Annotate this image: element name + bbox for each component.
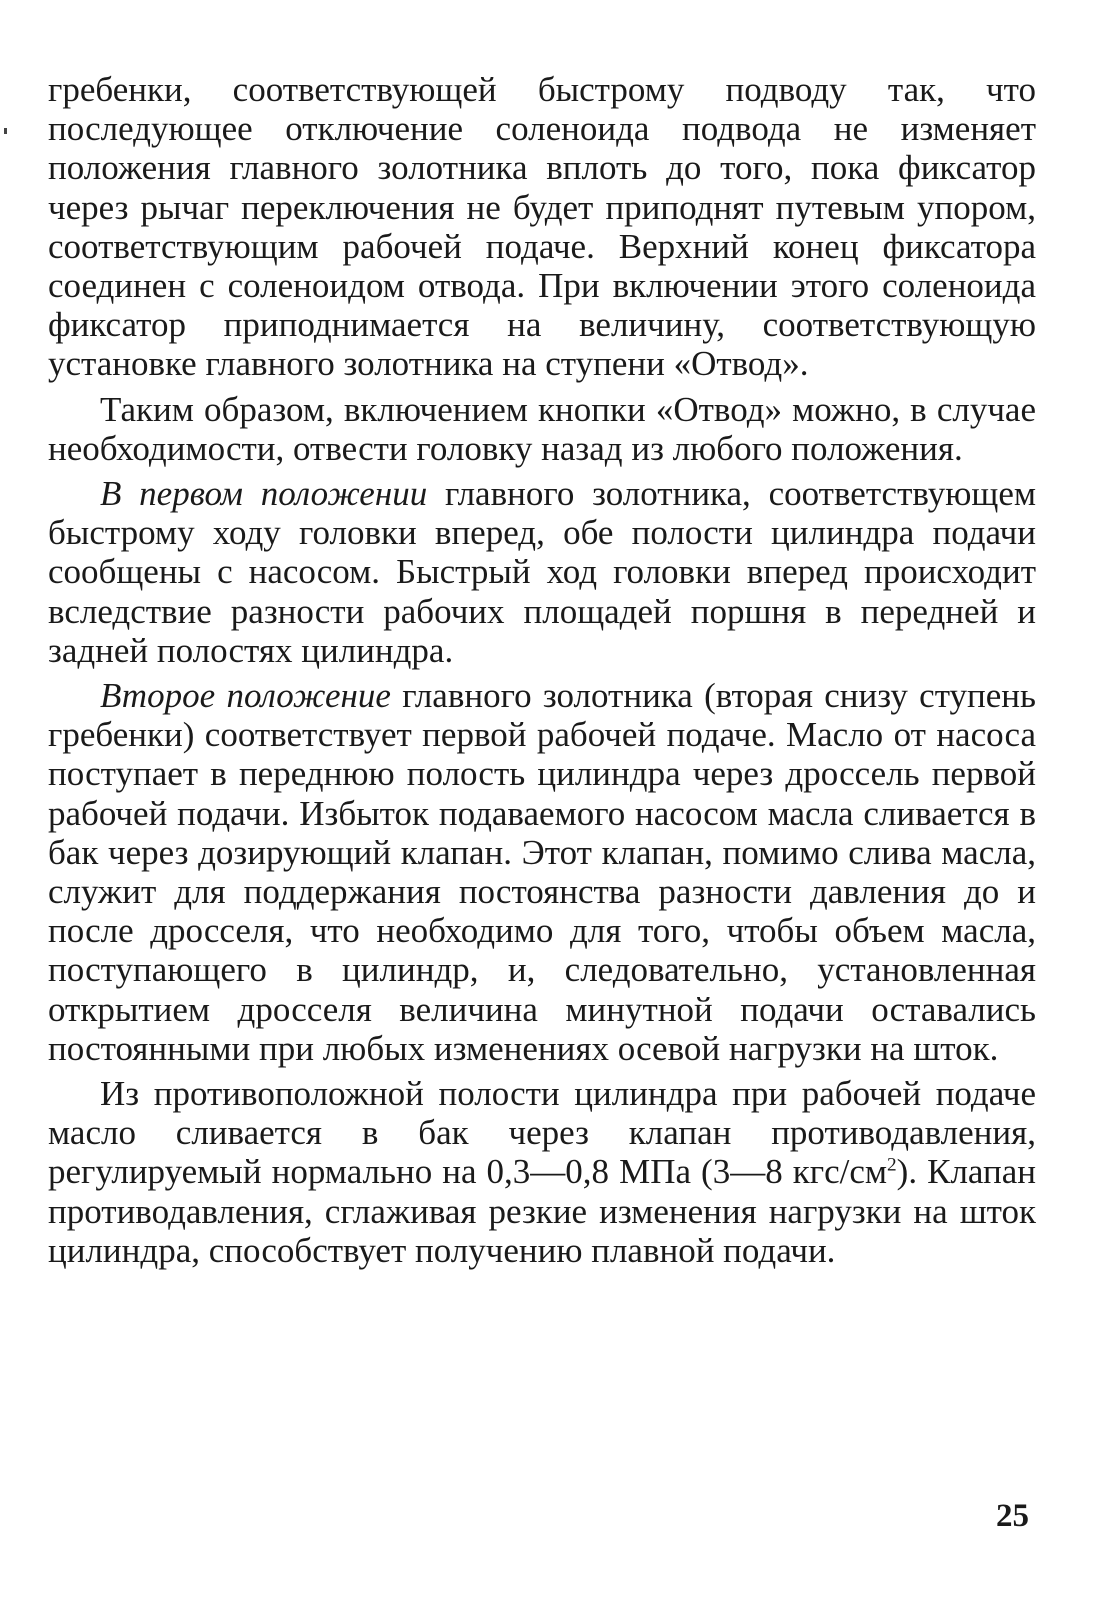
- paragraph-4-text: главного золотника (вторая снизу ступень гребенки) соответствует первой рабочей подаче. Масло от насоса поступает в переднюю полость цилиндра через дроссель первой рабочей подачи. Избыток подаваемого насосом масла сливается в бак через дозирующий клапан. Этот клапан, помимо слива масла, служит для поддержания постоянства разности давления до и после дросселя, что необходимо для того, чтобы объем масла, поступающего в цилиндр, и, следовательно, установленная открытием дросселя величина минутной подачи оставались постоянными при любых изменениях осевой нагрузки на шток.: [48, 676, 1036, 1068]
- page-body: [48, 70, 1036, 1270]
- paragraph-5-text-before: Из противоположной полости цилиндра при рабочей подаче масло сливается в бак через клапан противодавления, регулируемый нормально на 0,3—0,8 МПа (3—8 кгс/см: [48, 1074, 1036, 1192]
- paragraph-3-text: главного золотника, соответствующем быстрому ходу головки вперед, обе полости цилиндра подачи сообщены с насосом. Быстрый ход головки вперед происходит вследствие разности рабочих площадей поршня в передней и задней полостях цилиндра.: [48, 474, 1036, 670]
- paragraph-1: [48, 70, 1036, 384]
- paragraph-3-italic-lead: В первом положении: [100, 474, 428, 514]
- paragraph-5-superscript: 2: [887, 1154, 897, 1176]
- page-number: 25: [996, 1498, 1029, 1534]
- scan-speck: [4, 128, 7, 134]
- paragraph-1-text: гребенки, соответствующей быстрому подводу так, что последующее отключение соленоида подвода не изменяет положения главного золотника вплоть до того, пока фиксатор через рычаг переключения не будет приподнят путевым упором, соответствующим рабочей подаче. Верхний конец фиксатора соединен с соленоидом отвода. При включении этого соленоида фиксатор приподнимается на величину, соответствующую установке главного золотника на ступени «Отвод».: [48, 70, 1036, 384]
- paragraph-4-italic-lead: Второе положение: [100, 676, 391, 716]
- paragraph-5: [48, 1074, 1036, 1270]
- paragraph-5-text-after: ). Клапан противодавления, сглаживая резкие изменения нагрузки на шток цилиндра, способствует получению плавной подачи.: [48, 1152, 1036, 1270]
- paragraph-4: [48, 676, 1036, 1068]
- paragraph-2: [48, 390, 1036, 468]
- paragraph-3: [48, 474, 1036, 670]
- paragraph-2-text: Таким образом, включением кнопки «Отвод» можно, в случае необходимости, отвести головку назад из любого положения.: [48, 389, 1036, 468]
